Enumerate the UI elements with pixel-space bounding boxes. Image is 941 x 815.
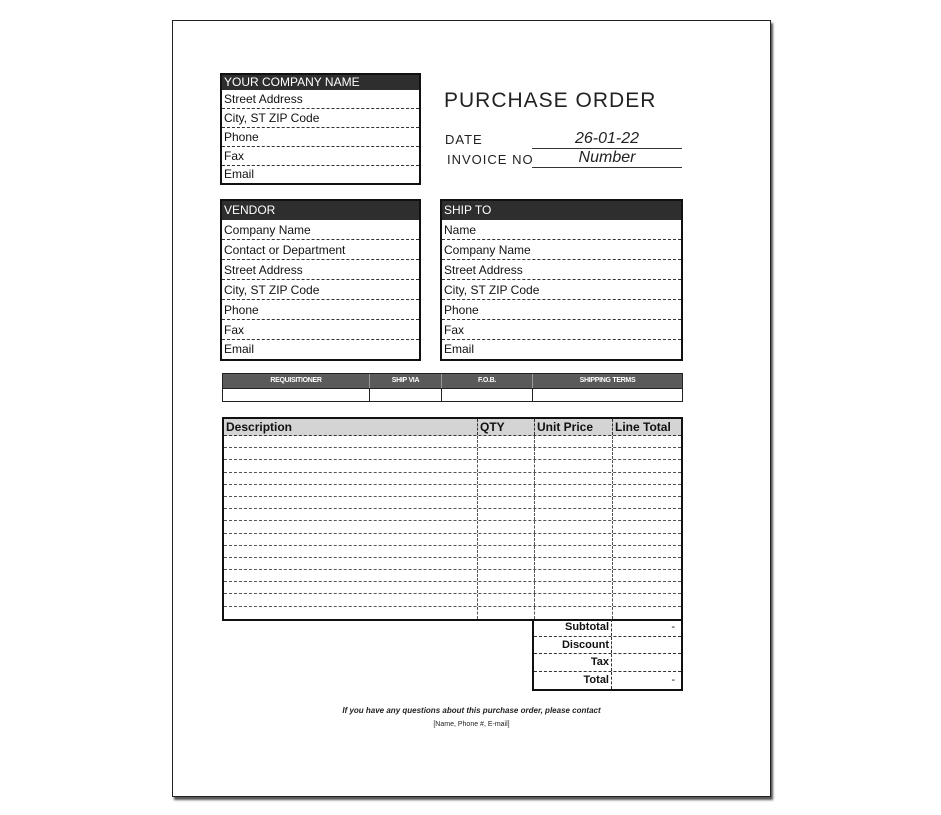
ship-via-header: SHIP VIA (370, 374, 442, 388)
table-row[interactable] (224, 509, 681, 521)
ship-via-cell[interactable] (370, 388, 442, 401)
table-row[interactable] (224, 582, 681, 594)
requisitioner-header: REQUISITIONER (223, 374, 370, 388)
company-phone[interactable]: Phone (222, 128, 419, 147)
items-table (222, 417, 683, 621)
table-row[interactable] (224, 546, 681, 558)
subtotal-label: Subtotal (534, 619, 612, 636)
requisitioner-cell[interactable] (223, 388, 370, 401)
table-row[interactable] (224, 594, 681, 606)
ship-to-company[interactable]: Company Name (442, 240, 681, 260)
table-row[interactable] (224, 607, 681, 619)
vendor-city[interactable]: City, ST ZIP Code (222, 280, 419, 300)
total-label: Total (534, 672, 612, 690)
company-email[interactable]: Email (224, 167, 255, 181)
tax-value[interactable] (612, 654, 681, 671)
ship-to-name[interactable]: Name (442, 220, 681, 240)
ship-to-box (440, 199, 683, 361)
table-row[interactable] (224, 521, 681, 533)
vendor-contact[interactable]: Contact or Department (222, 240, 419, 260)
tax-label: Tax (534, 654, 612, 671)
discount-value[interactable] (612, 637, 681, 654)
company-street[interactable]: Street Address (222, 90, 419, 109)
table-row[interactable] (224, 485, 681, 497)
ship-to-email[interactable]: Email (444, 342, 475, 356)
description-header: Description (224, 419, 478, 435)
ship-to-fax[interactable]: Fax (442, 320, 681, 340)
date-value[interactable]: 26-01-22 (532, 130, 682, 149)
table-row[interactable] (224, 436, 681, 448)
subtotal-value: - (671, 621, 675, 633)
qty-header: QTY (478, 419, 535, 435)
vendor-phone[interactable]: Phone (222, 300, 419, 320)
shipping-terms-cell[interactable] (533, 388, 682, 401)
company-city[interactable]: City, ST ZIP Code (222, 109, 419, 128)
fob-header: F.O.B. (442, 374, 533, 388)
ship-to-city[interactable]: City, ST ZIP Code (442, 280, 681, 300)
invoice-value[interactable]: Number (532, 149, 682, 168)
table-row[interactable] (224, 460, 681, 472)
line-total-header: Line Total (615, 420, 671, 434)
shipping-terms-header: SHIPPING TERMS (533, 374, 682, 388)
total-value: - (671, 673, 675, 686)
shipping-table (222, 373, 683, 402)
company-box (220, 73, 421, 185)
page-title: PURCHASE ORDER (444, 89, 657, 112)
company-fax[interactable]: Fax (222, 147, 419, 166)
vendor-street[interactable]: Street Address (222, 260, 419, 280)
vendor-company[interactable]: Company Name (222, 220, 419, 240)
vendor-box (220, 199, 421, 361)
totals-block (532, 619, 683, 691)
table-row[interactable] (224, 497, 681, 509)
fob-cell[interactable] (442, 388, 533, 401)
vendor-email[interactable]: Email (224, 342, 255, 356)
footer-question-text: If you have any questions about this purchase order, please contact (342, 706, 601, 715)
ship-to-phone[interactable]: Phone (442, 300, 681, 320)
table-row[interactable] (224, 570, 681, 582)
table-row[interactable] (224, 534, 681, 546)
purchase-order-page (172, 20, 771, 797)
discount-label: Discount (534, 637, 612, 654)
table-row[interactable] (224, 473, 681, 485)
table-row[interactable] (224, 448, 681, 460)
ship-to-street[interactable]: Street Address (442, 260, 681, 280)
ship-to-header: SHIP TO (442, 201, 681, 220)
footer-contact-text: [Name, Phone #, E-mail] (433, 721, 510, 728)
table-row[interactable] (224, 558, 681, 570)
vendor-header: VENDOR (222, 201, 419, 220)
date-label: DATE (445, 132, 483, 147)
company-name: YOUR COMPANY NAME (222, 75, 419, 90)
unit-price-header: Unit Price (535, 419, 613, 435)
vendor-fax[interactable]: Fax (222, 320, 419, 340)
invoice-label: INVOICE NO (447, 152, 534, 167)
